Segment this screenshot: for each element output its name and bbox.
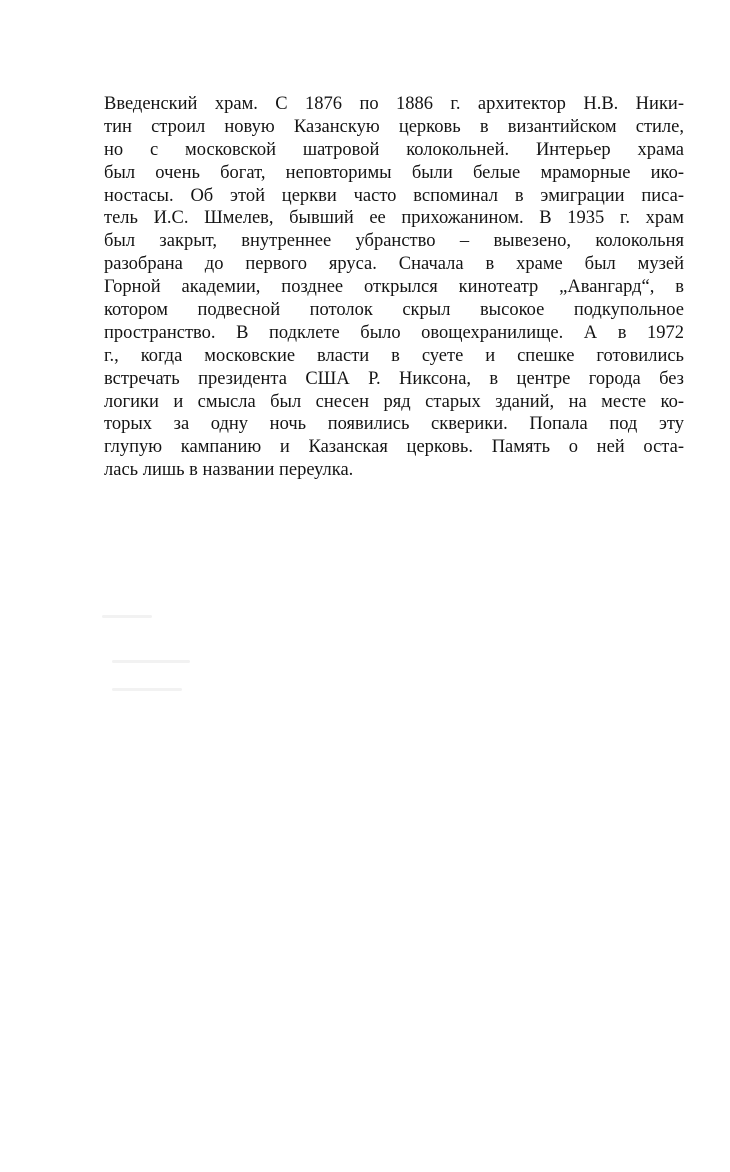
text-line-10: котором подвесной потолок скрыл высокое подкупольное — [104, 300, 684, 321]
text-line-6: тель И.С. Шмелев, бывший ее прихожанином. В 1935 г. храм — [104, 208, 684, 229]
text-line-7: был закрыт, внутреннее убранство – вывезено, колокольня — [104, 231, 684, 252]
text-line-3: но с московской шатровой колокольней. Интерьер храма — [104, 139, 684, 160]
text-line-17: лась лишь в названии переулка. — [104, 460, 354, 481]
text-line-5: ностасы. Об этой церкви часто вспоминал в эмиграции писа- — [104, 185, 684, 206]
scan-smudge — [112, 660, 190, 663]
text-line-11: пространство. В подклете было овощехранилище. А в 1972 — [104, 322, 684, 343]
text-line-9: Горной академии, позднее открылся кинотеатр „Авангард“, в — [104, 277, 684, 298]
scan-smudge — [112, 688, 182, 691]
text-line-4: был очень богат, неповторимы были белые мраморные ико- — [104, 162, 684, 183]
text-line-2: тин строил новую Казанскую церковь в византийском стиле, — [104, 116, 684, 137]
text-line-12: г., когда московские власти в суете и спешке готовились — [104, 345, 684, 366]
text-line-1: Введенский храм. С 1876 по 1886 г. архитектор Н.В. Ники- — [104, 94, 684, 114]
text-line-13: встречать президента США Р. Никсона, в центре города без — [104, 368, 684, 389]
text-line-8: разобрана до первого яруса. Сначала в храме был музей — [104, 254, 684, 275]
text-line-14: логики и смысла был снесен ряд старых зданий, на месте ко- — [104, 391, 684, 412]
scan-smudge — [102, 615, 152, 618]
text-line-16: глупую кампанию и Казанская церковь. Память о ней оста- — [104, 437, 684, 458]
text-line-15: торых за одну ночь появились скверики. Попала под эту — [104, 414, 684, 435]
body-paragraph — [104, 93, 684, 482]
